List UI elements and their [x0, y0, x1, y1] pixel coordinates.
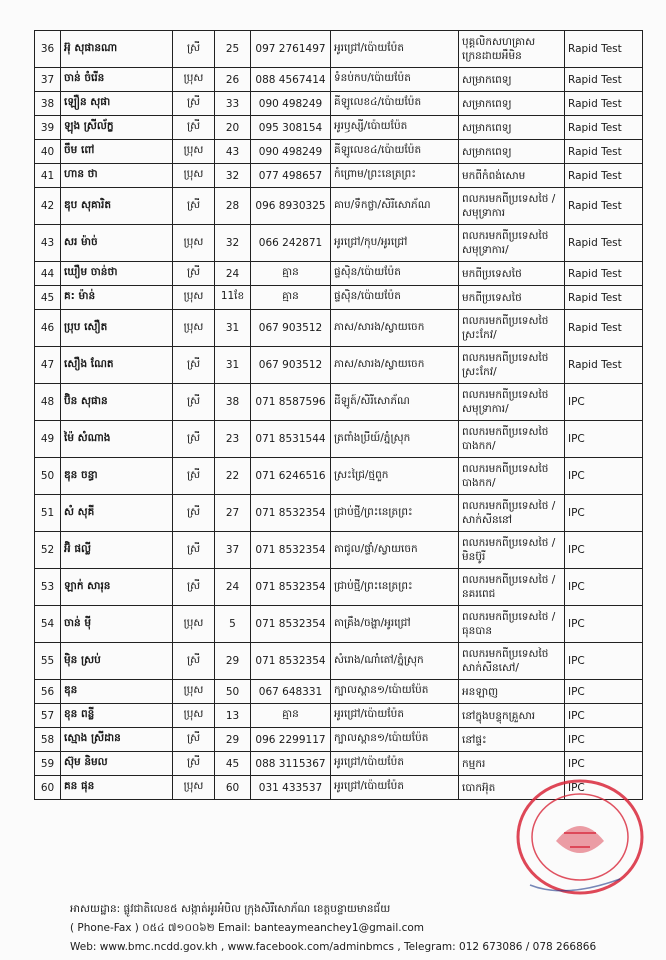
patient-sex: ស្រី — [173, 31, 215, 68]
official-stamp — [500, 775, 650, 905]
test-type: Rapid Test — [565, 262, 643, 286]
row-number: 47 — [35, 347, 61, 384]
patient-note: ពលករមកពីប្រទេសថៃ បាងកក/ — [459, 421, 565, 458]
table-row — [35, 31, 643, 68]
patient-note: បោកអ៊ុត — [459, 776, 565, 800]
patient-age: 32 — [215, 225, 251, 262]
table-row — [35, 384, 643, 421]
table-row — [35, 116, 643, 140]
table-row — [35, 262, 643, 286]
row-number: 44 — [35, 262, 61, 286]
patient-name: អ៊ុ សុផានណា — [61, 31, 173, 68]
test-type: IPC — [565, 680, 643, 704]
patient-name: គន ផុន — [61, 776, 173, 800]
row-number: 46 — [35, 310, 61, 347]
patient-sex: ប្រុស — [173, 225, 215, 262]
patient-address: ជ្រាប់ថ្មី/ព្រះនេត្រព្រះ — [331, 495, 459, 532]
patient-age: 24 — [215, 569, 251, 606]
patient-sex: ស្រី — [173, 188, 215, 225]
patient-sex: ស្រី — [173, 347, 215, 384]
patient-age: 45 — [215, 752, 251, 776]
table-row — [35, 92, 643, 116]
patient-address: អូរជ្រៅ/ប៉ោយប៉ែត — [331, 31, 459, 68]
patient-sex: ស្រី — [173, 421, 215, 458]
patient-sex: ស្រី — [173, 262, 215, 286]
patient-note: ពលករមកពីប្រទេសថៃ / មិនប៊ូរី — [459, 532, 565, 569]
test-type: Rapid Test — [565, 116, 643, 140]
patient-phone: 071 8532354 — [251, 569, 331, 606]
patient-address: សំរោង/ណាំតៅ/ភ្នំស្រុក — [331, 643, 459, 680]
patient-sex: ប្រុស — [173, 776, 215, 800]
patient-note: ពលករមកពីប្រទេសថៃ / នគរពេជ — [459, 569, 565, 606]
patient-sex: ស្រី — [173, 728, 215, 752]
patient-phone: 095 308154 — [251, 116, 331, 140]
table-row — [35, 704, 643, 728]
table-row — [35, 225, 643, 262]
patient-name: ឡុង ស្រីល័ក្ខ — [61, 116, 173, 140]
patient-age: 32 — [215, 164, 251, 188]
patient-note: សម្រាកពេទ្យ — [459, 68, 565, 92]
test-type: Rapid Test — [565, 164, 643, 188]
patient-phone: 031 433537 — [251, 776, 331, 800]
patient-phone: 097 2761497 — [251, 31, 331, 68]
row-number: 54 — [35, 606, 61, 643]
test-type: IPC — [565, 704, 643, 728]
patient-note: ពលករមកពីប្រទេសថៃ សាក់សីនសៅ/ — [459, 643, 565, 680]
test-type: IPC — [565, 643, 643, 680]
patient-age: 20 — [215, 116, 251, 140]
patient-name: ម៉ិន ស្រប់ — [61, 643, 173, 680]
patient-note: ពលករមកពីប្រទេសថៃ / ធុនបាន — [459, 606, 565, 643]
patient-phone: គ្មាន — [251, 262, 331, 286]
row-number: 43 — [35, 225, 61, 262]
patient-name: ចាន់ ចំរើន — [61, 68, 173, 92]
patient-name: ឌុន — [61, 680, 173, 704]
patient-age: 29 — [215, 643, 251, 680]
table-body — [35, 31, 643, 800]
test-type: Rapid Test — [565, 286, 643, 310]
patient-note: ពលករមកពីប្រទេសថៃ /សមុទ្រាការ — [459, 188, 565, 225]
patient-age: 27 — [215, 495, 251, 532]
table-row — [35, 310, 643, 347]
table-row — [35, 68, 643, 92]
patient-sex: ស្រី — [173, 569, 215, 606]
patient-sex: ប្រុស — [173, 606, 215, 643]
patient-note: នៅក្នុងបន្ទុកគ្រួសារ — [459, 704, 565, 728]
patient-address: ត្រពាំងប្រីយ៍/ភ្នំស្រុក — [331, 421, 459, 458]
patient-sex: ស្រី — [173, 384, 215, 421]
table-row — [35, 347, 643, 384]
patient-note: សម្រាកពេទ្យ — [459, 116, 565, 140]
patient-name: ឌុន ចន្ធា — [61, 458, 173, 495]
patient-age: 43 — [215, 140, 251, 164]
table-row — [35, 188, 643, 225]
patient-note: មកពីប្រទេសថៃ — [459, 286, 565, 310]
patient-address: ដីឡូត៍/សិរីសោភ័ណ — [331, 384, 459, 421]
patient-address: ក្បាលស្ពាន១/ប៉ោយប៉ែត — [331, 728, 459, 752]
table-row — [35, 458, 643, 495]
patient-name: ឡឿន សុផា — [61, 92, 173, 116]
row-number: 38 — [35, 92, 61, 116]
patient-sex: ប្រុស — [173, 310, 215, 347]
patient-age: 28 — [215, 188, 251, 225]
test-type: IPC — [565, 606, 643, 643]
test-type: IPC — [565, 776, 643, 800]
row-number: 59 — [35, 752, 61, 776]
patient-age: 25 — [215, 31, 251, 68]
patient-address: អូរជ្រៅ/ប៉ោយប៉ែត — [331, 752, 459, 776]
test-type: IPC — [565, 728, 643, 752]
footer-address: អាសយដ្ឋាន: ផ្លូវជាតិលេខ៥ សង្កាត់អូរអំបិល ក្រុងសិរីសោភ័ណ ខេត្តបន្ទាយមានជ័យ — [70, 903, 391, 915]
row-number: 56 — [35, 680, 61, 704]
patient-address: អូរជ្រៅ/ប៉ោយប៉ែត — [331, 776, 459, 800]
patient-note: នៅផ្ទះ — [459, 728, 565, 752]
row-number: 45 — [35, 286, 61, 310]
patient-note: កម្មករ — [459, 752, 565, 776]
patient-name: គ: ម៉ាន់ — [61, 286, 173, 310]
patient-sex: ស្រី — [173, 458, 215, 495]
patient-sex: ស្រី — [173, 532, 215, 569]
patient-note: ពលករមកពីប្រទេសថៃ សមុទ្រាការ/ — [459, 384, 565, 421]
patient-phone: 071 8532354 — [251, 643, 331, 680]
patient-phone: 071 8531544 — [251, 421, 331, 458]
patient-sex: ស្រី — [173, 752, 215, 776]
patient-name: ខុន ពន្លី — [61, 704, 173, 728]
patient-address: ផ្ទស៊ិន/ប៉ោយប៉ែត — [331, 262, 459, 286]
row-number: 37 — [35, 68, 61, 92]
patient-sex: ប្រុស — [173, 164, 215, 188]
test-type: Rapid Test — [565, 347, 643, 384]
table-row — [35, 286, 643, 310]
table-row — [35, 164, 643, 188]
patient-age: 24 — [215, 262, 251, 286]
patient-phone: 071 8532354 — [251, 495, 331, 532]
patient-sex: ស្រី — [173, 495, 215, 532]
patient-phone: 096 2299117 — [251, 728, 331, 752]
patient-name: សរ ម៉ាច់ — [61, 225, 173, 262]
patient-note: ពលករមកពីប្រទេសថៃ / សាក់សីននៅ — [459, 495, 565, 532]
patient-name: ស៊ុម និមល — [61, 752, 173, 776]
table-row — [35, 495, 643, 532]
test-type: IPC — [565, 569, 643, 606]
row-number: 40 — [35, 140, 61, 164]
test-type: Rapid Test — [565, 92, 643, 116]
patient-age: 13 — [215, 704, 251, 728]
patient-name: ឌុប សុគារិត — [61, 188, 173, 225]
patient-note: មកពីកំពង់សោម — [459, 164, 565, 188]
patient-name: អ៊ិ ផល្លី — [61, 532, 173, 569]
test-type: IPC — [565, 384, 643, 421]
patient-address: គីឡូលេខ៤/ប៉ោយប៉ែត — [331, 92, 459, 116]
patient-note: មកពីប្រទេសថៃ — [459, 262, 565, 286]
patient-age: 23 — [215, 421, 251, 458]
footer — [70, 900, 660, 957]
patient-phone: 071 8532354 — [251, 606, 331, 643]
patient-address: ជ្រាប់ថ្មី/ព្រះនេត្រព្រះ — [331, 569, 459, 606]
patient-address: កំព្រោម/ព្រះនេត្រព្រះ — [331, 164, 459, 188]
patient-address: ទំនប់កប/ប៉ោយប៉ែត — [331, 68, 459, 92]
test-type: IPC — [565, 458, 643, 495]
patient-name: ម៉ៃ សំណាង — [61, 421, 173, 458]
patient-phone: គ្មាន — [251, 286, 331, 310]
table-row — [35, 569, 643, 606]
test-type: IPC — [565, 532, 643, 569]
patient-age: 50 — [215, 680, 251, 704]
table-row — [35, 728, 643, 752]
row-number: 39 — [35, 116, 61, 140]
patient-note: ពលករមកពីប្រទេសថៃ ស្រះកែវ/ — [459, 310, 565, 347]
patient-name: សំ សុគី — [61, 495, 173, 532]
row-number: 60 — [35, 776, 61, 800]
patient-name: ឃឿម ចាន់ថា — [61, 262, 173, 286]
patient-address: ផ្ទស៊ិន/ប៉ោយប៉ែត — [331, 286, 459, 310]
patient-phone: 071 8587596 — [251, 384, 331, 421]
patient-sex: ស្រី — [173, 116, 215, 140]
test-type: Rapid Test — [565, 68, 643, 92]
test-type: Rapid Test — [565, 140, 643, 164]
patient-address: តាគ្រឹង/ចង្ហា/អូរជ្រៅ — [331, 606, 459, 643]
patient-address: ភាស/សារង/ស្វាយចេក — [331, 347, 459, 384]
patient-address: អូរឫស្សី/ប៉ោយប៉ែត — [331, 116, 459, 140]
row-number: 49 — [35, 421, 61, 458]
patient-note: ពលករមកពីប្រទេសថៃ ស្រះកែវ/ — [459, 347, 565, 384]
patient-age: 22 — [215, 458, 251, 495]
patient-phone: 071 8532354 — [251, 532, 331, 569]
row-number: 52 — [35, 532, 61, 569]
row-number: 36 — [35, 31, 61, 68]
test-type: Rapid Test — [565, 310, 643, 347]
patient-address: គីឡូលេខ៤/ប៉ោយប៉ែត — [331, 140, 459, 164]
patient-sex: ប្រុស — [173, 680, 215, 704]
patient-name: សឿង ណែត — [61, 347, 173, 384]
row-number: 57 — [35, 704, 61, 728]
patient-sex: ស្រី — [173, 643, 215, 680]
patient-name: ចឹម ពៅ — [61, 140, 173, 164]
table-row — [35, 532, 643, 569]
patient-phone: 071 6246516 — [251, 458, 331, 495]
row-number: 50 — [35, 458, 61, 495]
patient-phone: 090 498249 — [251, 92, 331, 116]
patient-note: អនឡាញ — [459, 680, 565, 704]
row-number: 51 — [35, 495, 61, 532]
row-number: 53 — [35, 569, 61, 606]
test-type: Rapid Test — [565, 31, 643, 68]
patient-sex: ប្រុស — [173, 704, 215, 728]
patient-age: 11ខែ — [215, 286, 251, 310]
patient-address: ស្រះជ្រៃ/ថ្មពួក — [331, 458, 459, 495]
patient-phone: 088 4567414 — [251, 68, 331, 92]
patient-name: ប៊ិន សុផាន — [61, 384, 173, 421]
patient-address: អូរជ្រៅ/ប៉ោយប៉ែត — [331, 704, 459, 728]
patient-note: បុគ្គលិកសហគ្រាស ក្រេនដាយអឹមិន — [459, 31, 565, 68]
patient-age: 38 — [215, 384, 251, 421]
patient-name: ឡាក់ សារុន — [61, 569, 173, 606]
patient-age: 31 — [215, 347, 251, 384]
footer-contact: ( Phone-Fax ) ០៥៤ ៧១០០៦២ Email: banteaymeanchey1@gmail.com — [70, 922, 425, 934]
test-type: IPC — [565, 752, 643, 776]
patient-note: សម្រាកពេទ្យ — [459, 140, 565, 164]
patient-name: ហាន ថា — [61, 164, 173, 188]
patient-phone: គ្មាន — [251, 704, 331, 728]
table-row — [35, 140, 643, 164]
patient-address: តាជូល/ផ្ទាំ/ស្វាយចេក — [331, 532, 459, 569]
patient-phone: 090 498249 — [251, 140, 331, 164]
patient-age: 37 — [215, 532, 251, 569]
patient-address: ក្បាលស្ពាន១/ប៉ោយប៉ែត — [331, 680, 459, 704]
table-row — [35, 752, 643, 776]
patient-phone: 077 498657 — [251, 164, 331, 188]
patient-note: សម្រាកពេទ្យ — [459, 92, 565, 116]
test-type: IPC — [565, 495, 643, 532]
patient-sex: ប្រុស — [173, 140, 215, 164]
patient-sex: ប្រុស — [173, 286, 215, 310]
patient-age: 60 — [215, 776, 251, 800]
table-row — [35, 421, 643, 458]
patient-age: 33 — [215, 92, 251, 116]
patient-sex: ប្រុស — [173, 68, 215, 92]
table-row — [35, 606, 643, 643]
footer-web: Web: www.bmc.ncdd.gov.kh , www.facebook.com/adminbmcs , Telegram: 012 673086 / 078 266866 — [70, 941, 597, 953]
row-number: 55 — [35, 643, 61, 680]
patient-age: 26 — [215, 68, 251, 92]
patient-age: 29 — [215, 728, 251, 752]
patient-age: 31 — [215, 310, 251, 347]
test-type: IPC — [565, 421, 643, 458]
patient-age: 5 — [215, 606, 251, 643]
test-type: Rapid Test — [565, 225, 643, 262]
row-number: 58 — [35, 728, 61, 752]
table-row — [35, 643, 643, 680]
patient-note: ពលករមកពីប្រទេសថៃ សមុទ្រាការ/ — [459, 225, 565, 262]
patient-phone: 096 8930325 — [251, 188, 331, 225]
patient-address: អូរជ្រៅ/កុប/អូរជ្រៅ — [331, 225, 459, 262]
patient-phone: 088 3115367 — [251, 752, 331, 776]
patient-phone: 066 242871 — [251, 225, 331, 262]
patient-phone: 067 903512 — [251, 347, 331, 384]
row-number: 41 — [35, 164, 61, 188]
patient-name: ស្មោង ស្រីដាន — [61, 728, 173, 752]
patient-sex: ស្រី — [173, 92, 215, 116]
patient-phone: 067 648331 — [251, 680, 331, 704]
patient-table — [34, 30, 643, 800]
patient-name: ប្រុប សឿត — [61, 310, 173, 347]
patient-address: ភាស/សារង/ស្វាយចេក — [331, 310, 459, 347]
patient-name: ចាន់ ម៉ី — [61, 606, 173, 643]
test-type: Rapid Test — [565, 188, 643, 225]
patient-address: គាប/ទឹកថ្លា/សិរីសោភ័ណ — [331, 188, 459, 225]
patient-phone: 067 903512 — [251, 310, 331, 347]
table-row — [35, 680, 643, 704]
patient-note: ពលករមកពីប្រទេសថៃ បាងកក/ — [459, 458, 565, 495]
row-number: 42 — [35, 188, 61, 225]
row-number: 48 — [35, 384, 61, 421]
